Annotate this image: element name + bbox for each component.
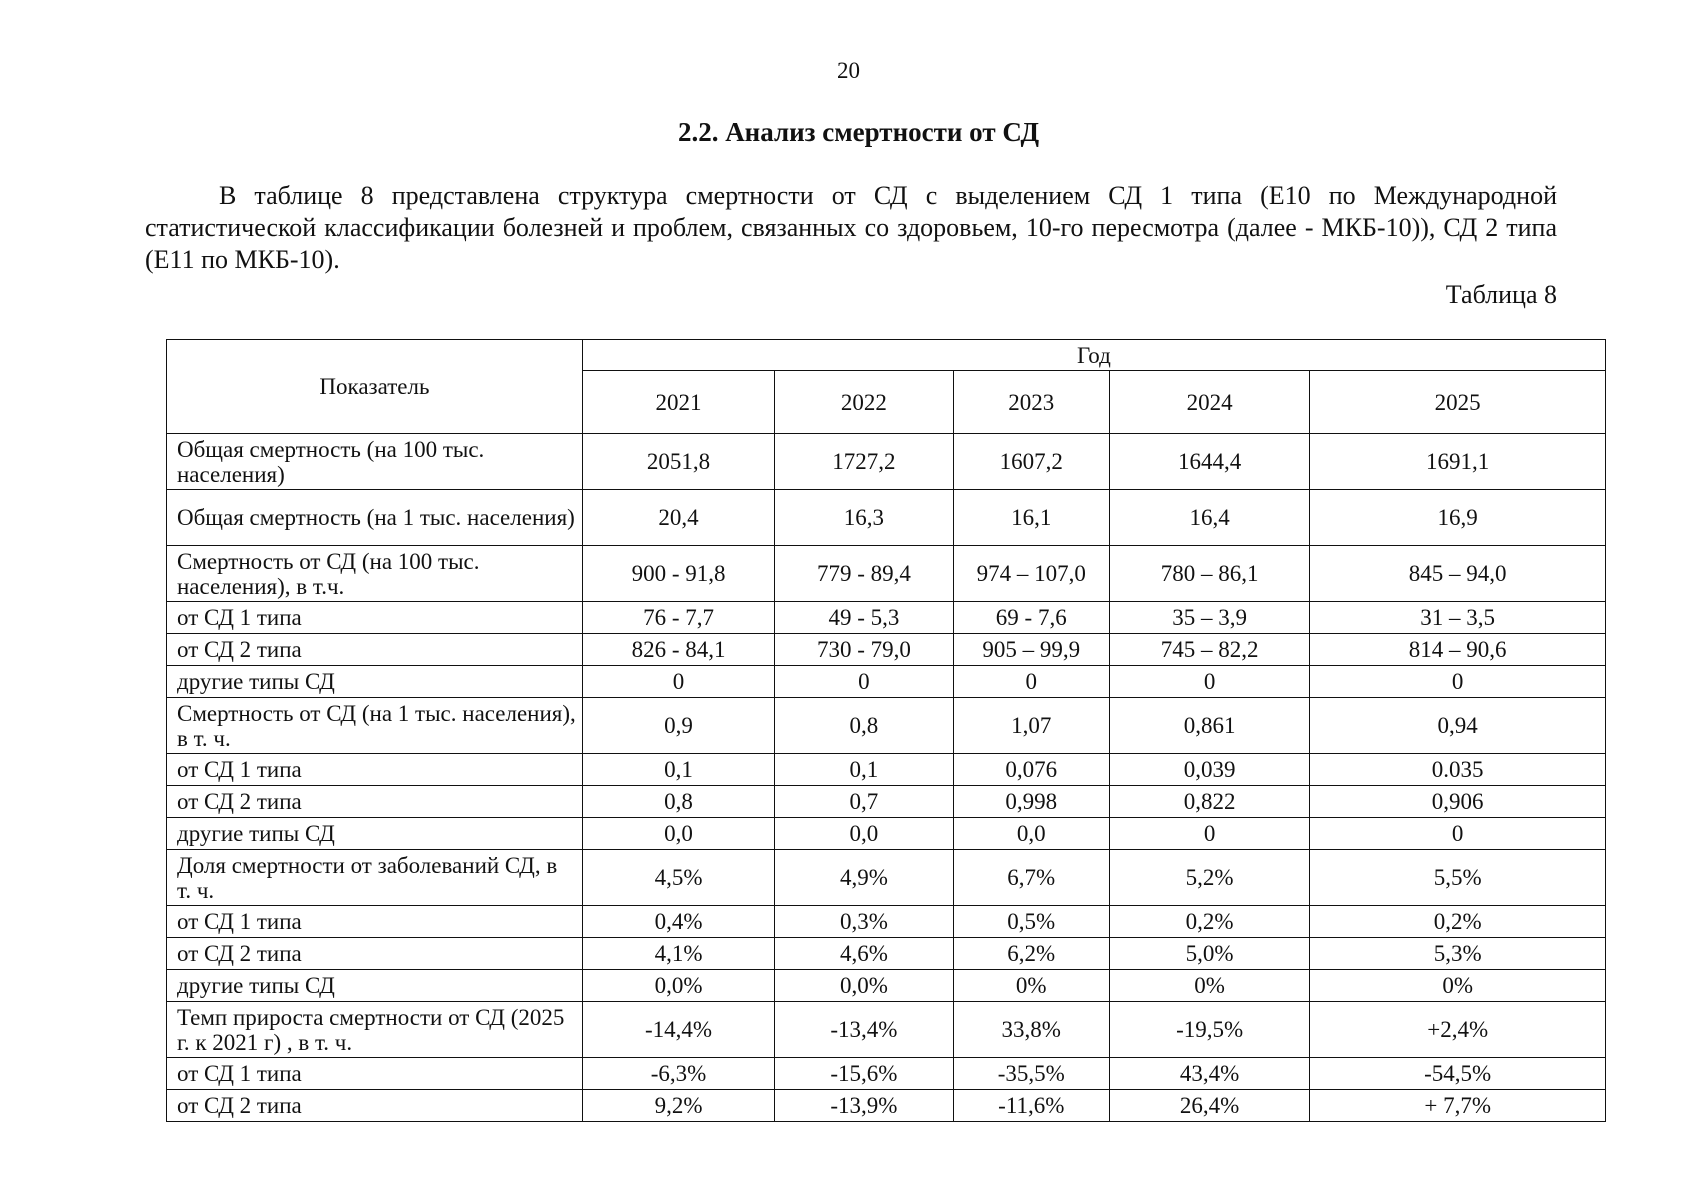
- table-row: [167, 754, 1606, 786]
- intro-paragraph: В таблице 8 представлена структура смертности от СД с выделением СД 1 типа (Е10 по Международной статистической классификации болезней и проблем, связанных со здоровьем, 10-го пересмотра (далее - МКБ-10)), СД 2 типа (Е11 по МКБ-10).: [145, 181, 1557, 274]
- table-row: [167, 938, 1606, 970]
- cell-2021: 0: [582, 666, 774, 698]
- row-label: другие типы СД: [167, 818, 583, 850]
- cell-2023: 905 – 99,9: [953, 634, 1109, 666]
- table-row: [167, 546, 1606, 602]
- cell-2023: 6,7%: [953, 850, 1109, 906]
- cell-2025: 814 – 90,6: [1310, 634, 1606, 666]
- cell-2022: -13,4%: [775, 1002, 953, 1058]
- year-header-2023: 2023: [953, 371, 1109, 434]
- cell-2023: 0,076: [953, 754, 1109, 786]
- row-label: от СД 2 типа: [167, 634, 583, 666]
- table-caption: Таблица 8: [1445, 280, 1557, 309]
- cell-2022: -13,9%: [775, 1090, 953, 1122]
- cell-2022: 0,0%: [775, 970, 953, 1002]
- cell-2024: 0: [1109, 666, 1309, 698]
- row-label: от СД 1 типа: [167, 602, 583, 634]
- cell-2021: 0,0%: [582, 970, 774, 1002]
- cell-2025: 5,5%: [1310, 850, 1606, 906]
- cell-2023: 6,2%: [953, 938, 1109, 970]
- cell-2023: 33,8%: [953, 1002, 1109, 1058]
- cell-2022: 0: [775, 666, 953, 698]
- row-label: Общая смертность (на 100 тыс. населения): [167, 434, 583, 490]
- cell-2025: 16,9: [1310, 490, 1606, 546]
- cell-2021: 4,1%: [582, 938, 774, 970]
- table-row: [167, 818, 1606, 850]
- cell-2021: 76 - 7,7: [582, 602, 774, 634]
- cell-2024: 43,4%: [1109, 1058, 1309, 1090]
- cell-2021: -6,3%: [582, 1058, 774, 1090]
- cell-2021: 4,5%: [582, 850, 774, 906]
- indicator-header: Показатель: [167, 340, 583, 434]
- cell-2025: 31 – 3,5: [1310, 602, 1606, 634]
- cell-2023: 69 - 7,6: [953, 602, 1109, 634]
- row-label: от СД 2 типа: [167, 786, 583, 818]
- cell-2022: 4,9%: [775, 850, 953, 906]
- cell-2025: +2,4%: [1310, 1002, 1606, 1058]
- row-label: от СД 1 типа: [167, 906, 583, 938]
- row-label: Общая смертность (на 1 тыс. населения): [167, 490, 583, 546]
- cell-2025: 845 – 94,0: [1310, 546, 1606, 602]
- table-row: [167, 666, 1606, 698]
- cell-2025: 5,3%: [1310, 938, 1606, 970]
- cell-2024: 0,2%: [1109, 906, 1309, 938]
- cell-2022: 4,6%: [775, 938, 953, 970]
- cell-2025: 1691,1: [1310, 434, 1606, 490]
- row-label: от СД 2 типа: [167, 1090, 583, 1122]
- row-label: от СД 1 типа: [167, 1058, 583, 1090]
- cell-2024: 5,2%: [1109, 850, 1309, 906]
- row-label: Темп прироста смертности от СД (2025 г. к 2021 г) , в т. ч.: [167, 1002, 583, 1058]
- cell-2024: 0%: [1109, 970, 1309, 1002]
- cell-2023: 0: [953, 666, 1109, 698]
- cell-2024: 0,039: [1109, 754, 1309, 786]
- table-row: [167, 786, 1606, 818]
- year-header-2021: 2021: [582, 371, 774, 434]
- page-number: 20: [837, 58, 860, 83]
- table-row: [167, 1002, 1606, 1058]
- cell-2023: 974 – 107,0: [953, 546, 1109, 602]
- cell-2022: -15,6%: [775, 1058, 953, 1090]
- cell-2021: 0,1: [582, 754, 774, 786]
- row-label: Смертность от СД (на 100 тыс. населения), в т.ч.: [167, 546, 583, 602]
- row-label: Смертность от СД (на 1 тыс. населения), в т. ч.: [167, 698, 583, 754]
- cell-2024: 0,822: [1109, 786, 1309, 818]
- section-title: 2.2. Анализ смертности от СД: [677, 117, 1040, 147]
- cell-2021: 2051,8: [582, 434, 774, 490]
- year-header-2022: 2022: [775, 371, 953, 434]
- cell-2025: 0,94: [1310, 698, 1606, 754]
- cell-2024: 35 – 3,9: [1109, 602, 1309, 634]
- cell-2021: 900 - 91,8: [582, 546, 774, 602]
- cell-2024: 780 – 86,1: [1109, 546, 1309, 602]
- table-row: [167, 698, 1606, 754]
- cell-2024: 745 – 82,2: [1109, 634, 1309, 666]
- cell-2022: 730 - 79,0: [775, 634, 953, 666]
- cell-2024: 26,4%: [1109, 1090, 1309, 1122]
- cell-2022: 0,7: [775, 786, 953, 818]
- cell-2022: 16,3: [775, 490, 953, 546]
- cell-2023: 0,998: [953, 786, 1109, 818]
- table-row: [167, 1058, 1606, 1090]
- table-row: [167, 850, 1606, 906]
- cell-2022: 49 - 5,3: [775, 602, 953, 634]
- cell-2021: 0,4%: [582, 906, 774, 938]
- cell-2021: 9,2%: [582, 1090, 774, 1122]
- table-row: [167, 1090, 1606, 1122]
- cell-2025: 0: [1310, 666, 1606, 698]
- table-row: [167, 634, 1606, 666]
- cell-2024: 16,4: [1109, 490, 1309, 546]
- cell-2023: -11,6%: [953, 1090, 1109, 1122]
- cell-2024: 0,861: [1109, 698, 1309, 754]
- cell-2025: 0,2%: [1310, 906, 1606, 938]
- cell-2025: 0: [1310, 818, 1606, 850]
- year-header-2024: 2024: [1109, 371, 1309, 434]
- cell-2022: 0,8: [775, 698, 953, 754]
- cell-2024: 1644,4: [1109, 434, 1309, 490]
- cell-2025: 0,906: [1310, 786, 1606, 818]
- cell-2022: 1727,2: [775, 434, 953, 490]
- row-label: другие типы СД: [167, 666, 583, 698]
- table-row: [167, 970, 1606, 1002]
- cell-2022: 0,3%: [775, 906, 953, 938]
- cell-2021: 20,4: [582, 490, 774, 546]
- mortality-table: [166, 339, 1606, 1122]
- row-label: другие типы СД: [167, 970, 583, 1002]
- cell-2022: 0,1: [775, 754, 953, 786]
- row-label: от СД 2 типа: [167, 938, 583, 970]
- row-label: от СД 1 типа: [167, 754, 583, 786]
- cell-2022: 779 - 89,4: [775, 546, 953, 602]
- table-row: [167, 906, 1606, 938]
- cell-2023: 0%: [953, 970, 1109, 1002]
- cell-2025: -54,5%: [1310, 1058, 1606, 1090]
- year-header-2025: 2025: [1310, 371, 1606, 434]
- cell-2023: 16,1: [953, 490, 1109, 546]
- cell-2024: 5,0%: [1109, 938, 1309, 970]
- table-row: [167, 490, 1606, 546]
- cell-2025: + 7,7%: [1310, 1090, 1606, 1122]
- year-group-header: Год: [582, 340, 1605, 371]
- cell-2022: 0,0: [775, 818, 953, 850]
- cell-2024: -19,5%: [1109, 1002, 1309, 1058]
- cell-2021: 826 - 84,1: [582, 634, 774, 666]
- cell-2021: 0,9: [582, 698, 774, 754]
- cell-2021: 0,0: [582, 818, 774, 850]
- cell-2025: 0%: [1310, 970, 1606, 1002]
- row-label: Доля смертности от заболеваний СД, в т. ч.: [167, 850, 583, 906]
- table-row: [167, 602, 1606, 634]
- table-row: [167, 434, 1606, 490]
- cell-2021: -14,4%: [582, 1002, 774, 1058]
- cell-2023: -35,5%: [953, 1058, 1109, 1090]
- cell-2023: 0,0: [953, 818, 1109, 850]
- cell-2023: 1607,2: [953, 434, 1109, 490]
- cell-2025: 0.035: [1310, 754, 1606, 786]
- cell-2023: 0,5%: [953, 906, 1109, 938]
- cell-2024: 0: [1109, 818, 1309, 850]
- cell-2023: 1,07: [953, 698, 1109, 754]
- cell-2021: 0,8: [582, 786, 774, 818]
